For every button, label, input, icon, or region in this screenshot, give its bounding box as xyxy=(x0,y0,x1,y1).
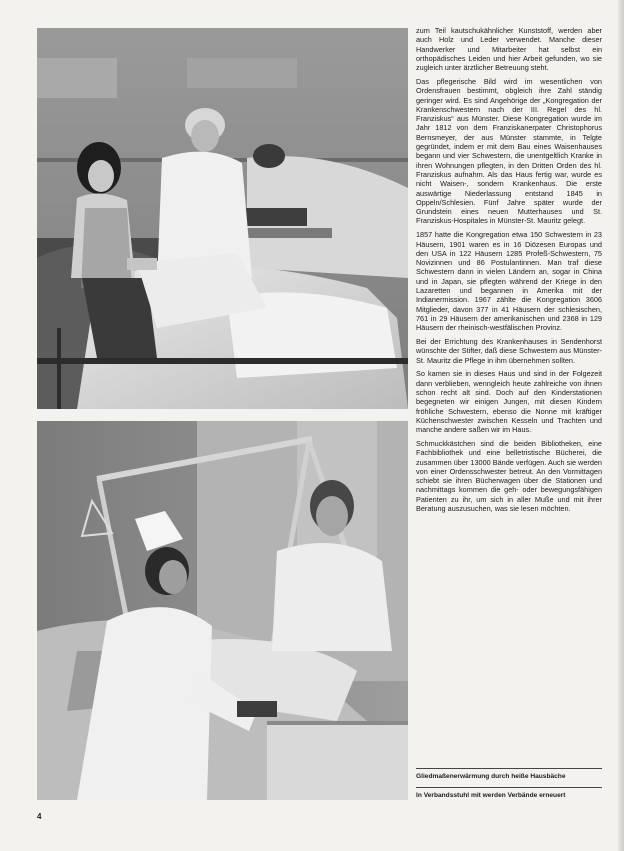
hospital-bed-photo xyxy=(37,421,408,800)
photo-captions xyxy=(416,768,602,806)
article-paragraph: Schmuckkästchen sind die beiden Bibliotheken, eine Fachbibliothek und eine belletristische Bücherei, die zusammen über 13000 Bände verfügen. Auch sie werden von einer Ordensschwester betreut. An den Vormittagen schiebt sie ihren Bücherwagen über die Stationen und nachmittags kommen die geh- oder bewegungsfähigen Patienten zu ihr, um sich in aller Muße und mit ihrer Beratung auszusuchen, was sie lesen möchten. xyxy=(416,438,602,514)
caption-top-photo: Gliedmaßenerwärmung durch heiße Hausbäche xyxy=(416,768,602,781)
article-paragraph: So kamen sie in dieses Haus und sind in der Folgezeit dann verblieben, wenngleich heute zahlreiche von ihnen schon recht alt sind. Doch auf den Kinderstationen begegneten wir einigen Jungen, mit diesen Kindern fröhliche Schwestern, ebenso die Nonne mit kräftiger Küchenschwester zwischen Kesseln und Trachten und manche andere saßen wir im Haus. xyxy=(416,369,602,435)
hospital-room-illustration xyxy=(37,28,408,409)
article-paragraph: zum Teil kautschukähnlicher Kunststoff, werden aber auch Holz und Leder verwendet. Manche dieser Handwerker und Mitarbeiter hat selbst ein orthopädisches Leiden und hier Arbeit gefunden, wo sie zugleich unter ärztlicher Betreuung steht. xyxy=(416,26,602,73)
article-paragraph: Bei der Errichtung des Krankenhauses in Sendenhorst wünschte der Stifter, daß diese Schwestern aus Münster-St. Mauritz die Pflege in ihm übernehmen sollten. xyxy=(416,337,602,365)
article-column xyxy=(416,26,602,518)
page-edge-shadow xyxy=(618,0,624,851)
page-number: 4 xyxy=(37,812,42,821)
hospital-bed-illustration xyxy=(37,421,408,800)
article-paragraph: 1857 hatte die Kongregation etwa 150 Schwestern in 23 Häusern, 1901 waren es in 16 Diözesen Europas und den USA in 122 Häusern 1285 Profeß-Schwestern, 75 Novizinnen und 86 Postulantinnen. Man traf diese Schwestern dann in vielen Ländern an, sogar in China und in Japan, sie pflegten während der Kriege in den Lazaretten und begannen in Amerika mit der Indianermission. 1967 zählte die Kongregation 3606 Mitglieder, davon 377 in 41 Häusern der schlesischen, 761 in 29 Häusern der amerikanischen und 2368 in 129 Häusern der rheinisch-westfälischen Provinz. xyxy=(416,230,602,333)
hospital-room-photo xyxy=(37,28,408,409)
article-paragraph: Das pflegerische Bild wird im wesentlichen von Ordensfrauen bestimmt, obgleich ihre Zahl ständig geringer wird. Es sind Angehörige der „Kongregation der Krankenschwestern nach der III. Regel des hl. Franziskus“ aus Münster. Diese Kongregation wurde im Jahr 1812 von dem Franziskanerpater Christophorus Bernsmeyer, der aus Münster stammte, in Telgte gegründet, indem er mit dem Bau eines Waisenhauses begann und vier Schwestern, die unentgeltlich Kranke in ihren Wohnungen pflegten, in den Dritten Orden des hl. Franziskus aufnahm. Als das Haus fertig war, wurde es nicht Waisen-, sondern Krankenhaus. Die erste auswärtige Niederlassung entstand 1845 in Oppeln/Schlesien. Fünf Jahre später wurde der Grundstein eines neuen Mutterhauses und St. Franziskus-Hospitales in Münster-St. Mauritz gelegt. xyxy=(416,76,602,226)
caption-bottom-photo: In Verbandsstuhl mit werden Verbände erneuert xyxy=(416,787,602,800)
